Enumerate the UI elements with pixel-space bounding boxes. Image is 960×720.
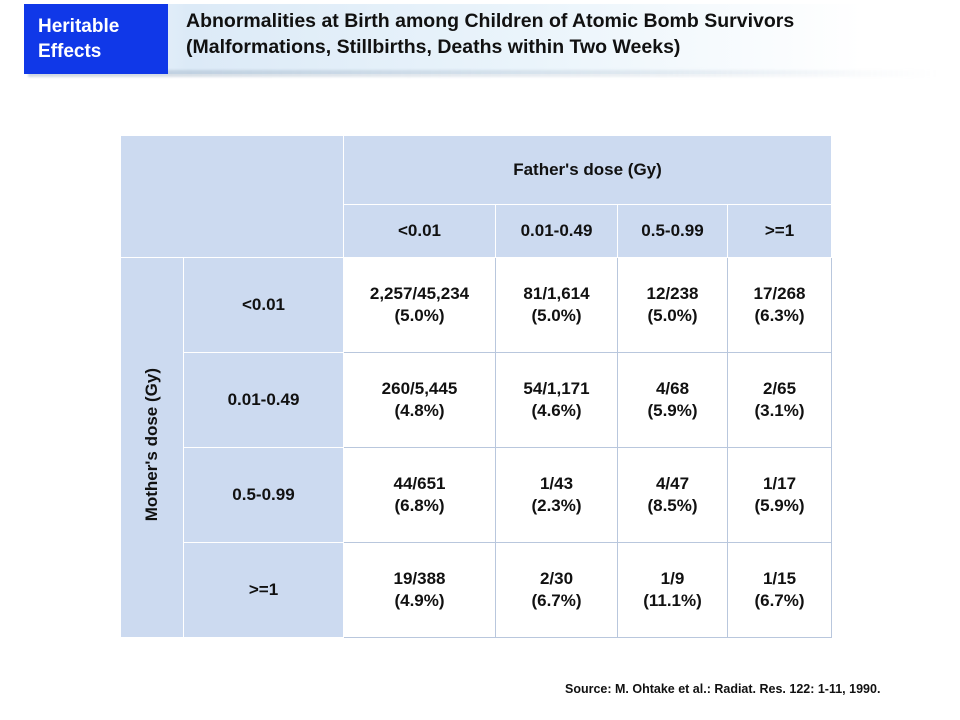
cell-ratio: 1/17 bbox=[762, 474, 797, 493]
data-table-container bbox=[120, 135, 832, 638]
corner-blank-cell bbox=[121, 136, 344, 258]
category-tag-line1: Heritable bbox=[38, 16, 120, 37]
cell-r0c3 bbox=[728, 258, 832, 353]
cell-percent: (5.9%) bbox=[647, 401, 698, 420]
cell-percent: (5.0%) bbox=[531, 306, 582, 325]
cell-percent: (3.1%) bbox=[754, 401, 805, 420]
table-row bbox=[121, 353, 832, 448]
page-title-line2: (Malformations, Stillbirths, Deaths within Two Weeks) bbox=[186, 36, 681, 58]
cell-ratio: 2/65 bbox=[762, 379, 797, 398]
row-header-2: 0.5-0.99 bbox=[184, 448, 344, 543]
cell-r2c3 bbox=[728, 448, 832, 543]
cell-ratio: 260/5,445 bbox=[381, 379, 458, 398]
row-group-header-label: Mother's dose (Gy) bbox=[142, 368, 161, 522]
slide-header bbox=[0, 0, 960, 82]
cell-ratio: 54/1,171 bbox=[523, 379, 590, 398]
cell-percent: (4.6%) bbox=[531, 401, 582, 420]
cell-ratio: 1/15 bbox=[762, 569, 797, 588]
cell-r3c1 bbox=[496, 543, 618, 638]
cell-percent: (4.8%) bbox=[394, 401, 445, 420]
cell-ratio: 4/47 bbox=[655, 474, 690, 493]
column-header-3: >=1 bbox=[728, 205, 832, 258]
row-header-0: <0.01 bbox=[184, 258, 344, 353]
cell-percent: (6.7%) bbox=[754, 591, 805, 610]
cell-ratio: 2,257/45,234 bbox=[369, 284, 470, 303]
cell-r1c2 bbox=[618, 353, 728, 448]
cell-ratio: 81/1,614 bbox=[523, 284, 590, 303]
column-header-1: 0.01-0.49 bbox=[496, 205, 618, 258]
cell-ratio: 1/43 bbox=[539, 474, 574, 493]
cell-r2c0 bbox=[344, 448, 496, 543]
cell-r1c1 bbox=[496, 353, 618, 448]
row-header-1: 0.01-0.49 bbox=[184, 353, 344, 448]
category-tag bbox=[24, 4, 168, 74]
category-tag-line2: Effects bbox=[38, 41, 102, 62]
cell-r3c0 bbox=[344, 543, 496, 638]
abnormalities-matrix-table bbox=[120, 135, 832, 638]
cell-percent: (5.0%) bbox=[647, 306, 698, 325]
cell-percent: (2.3%) bbox=[531, 496, 582, 515]
page-title-line1: Abnormalities at Birth among Children of Atomic Bomb Survivors bbox=[186, 10, 795, 32]
cell-r0c0 bbox=[344, 258, 496, 353]
cell-percent: (5.0%) bbox=[394, 306, 445, 325]
source-citation: Source: M. Ohtake et al.: Radiat. Res. 122: 1-11, 1990. bbox=[565, 682, 881, 696]
cell-ratio: 44/651 bbox=[393, 474, 446, 493]
table-row bbox=[121, 258, 832, 353]
cell-percent: (11.1%) bbox=[643, 591, 702, 610]
cell-r0c2 bbox=[618, 258, 728, 353]
column-group-header: Father's dose (Gy) bbox=[344, 136, 832, 205]
cell-percent: (4.9%) bbox=[394, 591, 445, 610]
cell-ratio: 17/268 bbox=[753, 284, 806, 303]
cell-r0c1 bbox=[496, 258, 618, 353]
table-row bbox=[121, 448, 832, 543]
cell-ratio: 12/238 bbox=[646, 284, 699, 303]
cell-percent: (6.7%) bbox=[531, 591, 582, 610]
table-header-row-group bbox=[121, 136, 832, 205]
cell-percent: (8.5%) bbox=[647, 496, 698, 515]
cell-ratio: 4/68 bbox=[655, 379, 690, 398]
row-header-3: >=1 bbox=[184, 543, 344, 638]
cell-ratio: 2/30 bbox=[539, 569, 574, 588]
cell-r3c2 bbox=[618, 543, 728, 638]
cell-r1c3 bbox=[728, 353, 832, 448]
page-title bbox=[186, 8, 926, 60]
cell-r2c2 bbox=[618, 448, 728, 543]
cell-r1c0 bbox=[344, 353, 496, 448]
cell-percent: (5.9%) bbox=[754, 496, 805, 515]
cell-r2c1 bbox=[496, 448, 618, 543]
cell-ratio: 19/388 bbox=[393, 569, 446, 588]
cell-percent: (6.8%) bbox=[394, 496, 445, 515]
cell-r3c3 bbox=[728, 543, 832, 638]
table-row bbox=[121, 543, 832, 638]
cell-ratio: 1/9 bbox=[660, 569, 685, 588]
row-group-header bbox=[121, 258, 184, 638]
column-header-2: 0.5-0.99 bbox=[618, 205, 728, 258]
column-header-0: <0.01 bbox=[344, 205, 496, 258]
cell-percent: (6.3%) bbox=[754, 306, 805, 325]
